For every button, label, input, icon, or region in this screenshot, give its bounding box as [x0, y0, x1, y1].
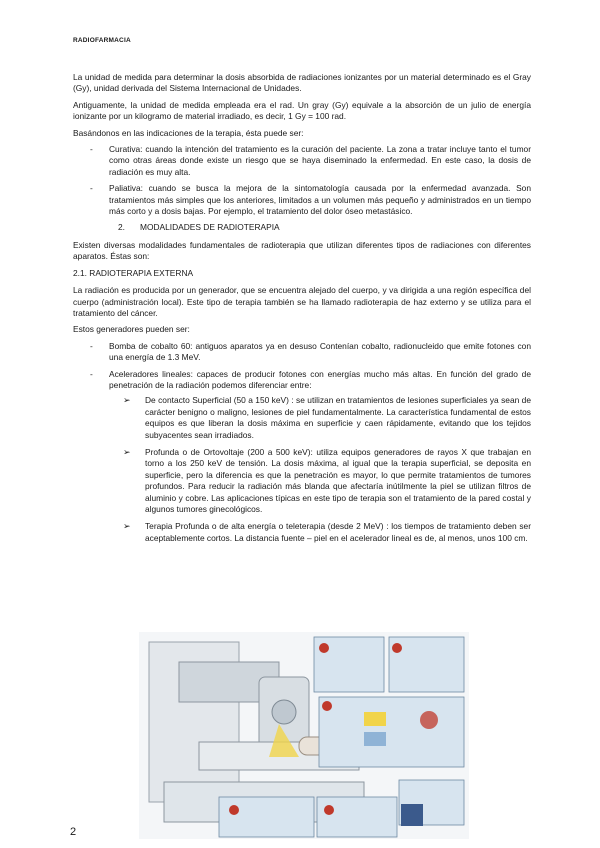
- paragraph-generators-intro: Estos generadores pueden ser:: [73, 324, 190, 335]
- list-bullet: -: [90, 340, 93, 351]
- paragraph-therapy-intro: Basándonos en las indicaciones de la terapia, ésta puede ser:: [73, 127, 304, 138]
- list-item-text: Aceleradores lineales: capaces de producir fotones con energías mucho más altas. En función del grado de penetración de la radiación podemos diferenciar entre:: [109, 368, 531, 390]
- list-item-text: Paliativa: cuando se busca la mejora de la sintomatología causada por la enfermedad avanzada. Son tratamientos más simples que los anteriores, limitados a un volumen más pequeño y administrados en un tiempo más corto y a dosis bajas. Por ejemplo, el tratamiento del dolor óseo metastásico.: [109, 183, 531, 217]
- linac-infographic: [139, 632, 469, 839]
- page-number: 2: [70, 826, 77, 838]
- list-bullet: -: [90, 368, 93, 379]
- arrow-bullet-icon: ➢: [123, 521, 131, 532]
- document-body: [73, 72, 531, 550]
- list-item-text: De contacto Superficial (50 a 150 keV) : se utilizan en tratamientos de lesiones superficiales ya sean de carácter benigno o maligno, lesiones de piel fundamentalmente. La característica fundamental de estos equipos es que liberan la dosis máxima en superficie y caen rápidamente, evitando que los tejidos subyacentes sean irradiados.: [145, 395, 531, 440]
- list-item: [109, 521, 531, 544]
- paragraph-modalities-intro: Existen diversas modalidades fundamentales de radioterapia que utilizan diferentes tipos de radiaciones con diferentes aparatos. Éstas son:: [73, 239, 531, 262]
- list-bullet: -: [90, 183, 93, 194]
- list-item-text: Curativa: cuando la intención del tratamiento es la curación del paciente. La zona a tratar incluye tanto el tumor como otras áreas donde existe un riesgo que se haya diseminado la enfermedad. En este caso, la dosis de radiación es muy alta.: [109, 144, 531, 177]
- arrow-bullet-icon: ➢: [123, 395, 131, 406]
- paragraph-external-radiotherapy: La radiación es producida por un generador, que se encuentra alejado del cuerpo, y va dirigida a una región específica del cuerpo (administración local). Este tipo de terapia también se ha llamado radioterapia de haz externo y se utiliza para el tratamiento del cáncer.: [73, 285, 531, 318]
- list-item: [109, 395, 531, 441]
- therapy-types-list: [73, 144, 531, 217]
- running-header: RADIOFARMACIA: [73, 37, 131, 44]
- list-bullet: -: [90, 144, 93, 155]
- list-item-text: Terapia Profunda o de alta energía o teleterapia (desde 2 MeV) : los tiempos de tratamiento deben ser aceptablemente cortos. La distancia fuente – piel en el acelerador lineal es de, al menos, unos 100 cm.: [145, 521, 531, 543]
- generators-list: [73, 341, 531, 545]
- list-item: [73, 369, 531, 545]
- list-item-text: Profunda o de Ortovoltaje (200 a 500 keV): utiliza equipos generadores de rayos X que trabajan en torno a los 250 keV de tensión. La dosis máxima, al igual que la terapia superficial, se deposita en superficie, pero la diferencia es que la penetración es mayor, lo que permite tratamientos de tumores profundos. Para reducir la radiación más blanda que afectaría inútilmente la piel se utilizan filtros de aluminio y cobre. Las aplicaciones típicas en este tipo de terapia son el tratamiento de la pared costal y algunos tumores ginecológicos.: [145, 446, 531, 514]
- section-title: MODALIDADES DE RADIOTERAPIA: [140, 222, 280, 233]
- section-number: 2.: [118, 222, 125, 233]
- list-item: [73, 341, 531, 364]
- arrow-bullet-icon: ➢: [123, 446, 131, 457]
- accelerator-types-list: [109, 395, 531, 544]
- section-2-heading: [73, 222, 531, 233]
- paragraph-gray-unit: La unidad de medida para determinar la dosis absorbida de radiaciones ionizantes por un material determinado es el Gray (Gy), unidad derivada del Sistema Internacional de Unidades.: [73, 72, 531, 94]
- section-2-1-heading: 2.1. RADIOTERAPIA EXTERNA: [73, 267, 194, 278]
- list-item-text: Bomba de cobalto 60: antiguos aparatos ya en desuso Contenían cobalto, radionucleido que emite fotones con una energía de 1.3 MeV.: [109, 340, 531, 363]
- paragraph-rad-unit: Antiguamente, la unidad de medida empleada era el rad. Un gray (Gy) equivale a la absorción de un julio de energía ionizante por un kilogramo de material irradiado, es decir, 1 Gy = 100 rad.: [73, 99, 531, 122]
- list-item: [109, 447, 531, 515]
- list-item: [73, 183, 531, 217]
- list-item: [73, 144, 531, 178]
